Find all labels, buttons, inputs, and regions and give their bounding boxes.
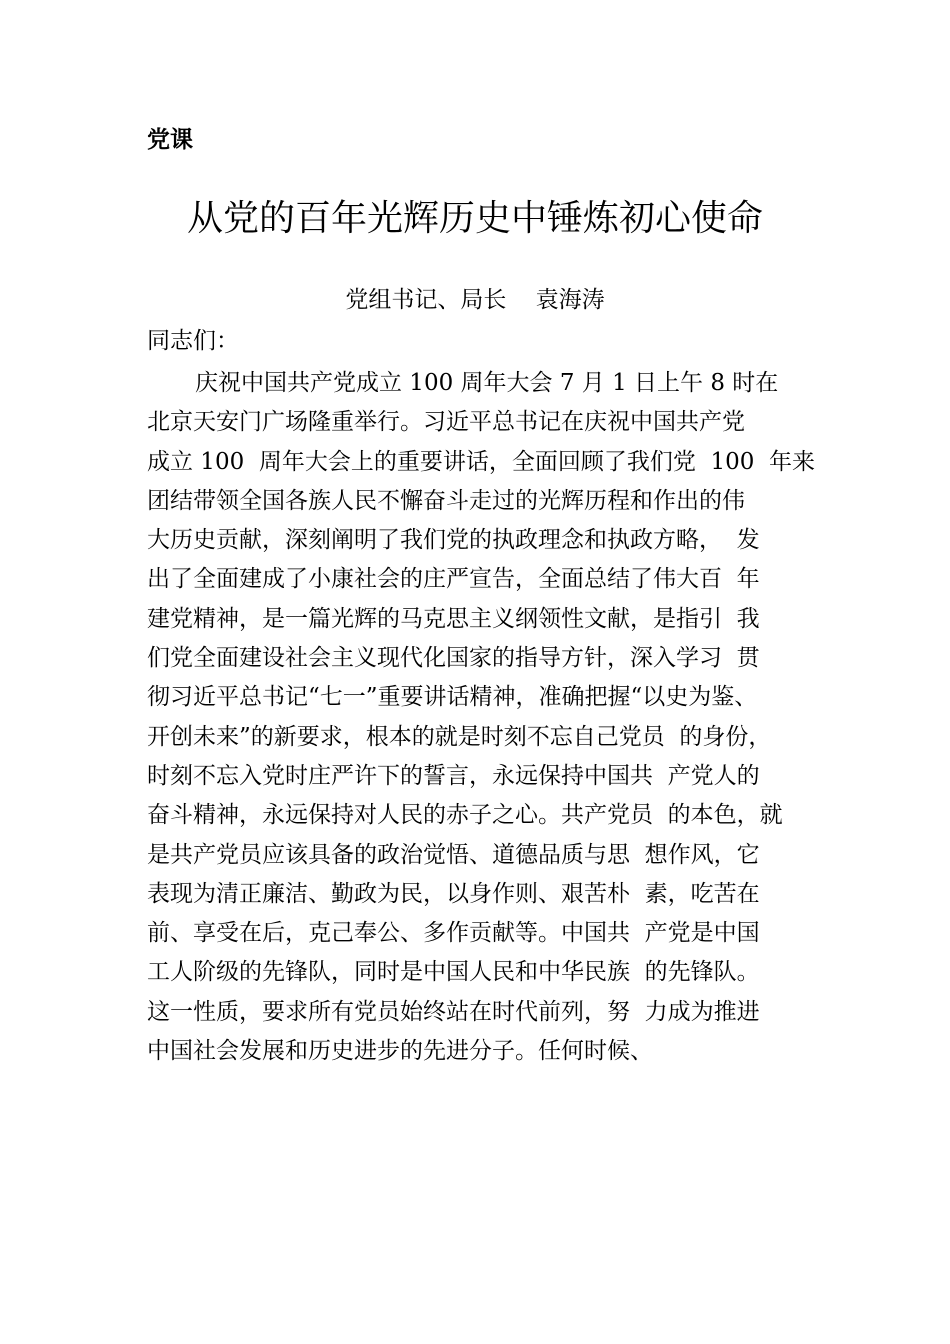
body-line: 表现为清正廉洁、勤政为民，以身作则、艰苦朴 素，吃苦在 bbox=[147, 880, 760, 907]
body-line: 是共产党员应该具备的政治觉悟、道德品质与思 想作风，它 bbox=[147, 841, 760, 868]
body-line: 开创未来”的新要求，根本的就是时刻不忘自己党员 的身份， bbox=[147, 723, 772, 750]
body-line: 彻习近平总书记“七一”重要讲话精神，准确把握“以史为鉴、 bbox=[147, 684, 758, 711]
author-byline: 党组书记、局长 袁海涛 bbox=[345, 287, 605, 313]
body-line: 这一性质，要求所有党员始终站在时代前列，努 力成为推进 bbox=[147, 998, 760, 1025]
body-line: 前、享受在后，克己奉公、多作贡献等。中国共 产党是中国 bbox=[147, 920, 760, 947]
body-line: 团结带领全国各族人民不懈奋斗走过的光辉历程和作出的伟 bbox=[147, 487, 745, 514]
body-paragraph bbox=[147, 366, 847, 1073]
body-line: 建党精神，是一篇光辉的马克思主义纲领性文献，是指引 我 bbox=[147, 605, 760, 632]
body-line: 工人阶级的先锋队，同时是中国人民和中华民族 的先锋队。 bbox=[147, 959, 760, 986]
body-line: 出了全面建成了小康社会的庄严宣告，全面总结了伟大百 年 bbox=[147, 566, 760, 593]
body-line: 们党全面建设社会主义现代化国家的指导方针，深入学习 贯 bbox=[147, 645, 760, 672]
body-line: 奋斗精神，永远保持对人民的赤子之心。共产党员 的本色，就 bbox=[147, 802, 783, 829]
body-line: 庆祝中国共产党成立 100 周年大会 7 月 1 日上午 8 时在 bbox=[195, 370, 779, 396]
category-label: 党课 bbox=[147, 127, 193, 153]
body-line: 时刻不忘入党时庄严许下的誓言，永远保持中国共 产党人的 bbox=[147, 762, 760, 789]
document-title: 从党的百年光辉历史中锤炼初心使命 bbox=[186, 198, 763, 239]
body-line: 大历史贡献，深刻阐明了我们党的执政理念和执政方略， 发 bbox=[147, 527, 760, 554]
salutation: 同志们： bbox=[147, 328, 239, 354]
body-line: 北京天安门广场隆重举行。习近平总书记在庆祝中国共产党 bbox=[147, 409, 745, 436]
body-line: 成立 100 周年大会上的重要讲话，全面回顾了我们党 100 年来 bbox=[147, 448, 815, 475]
body-line: 中国社会发展和历史进步的先进分子。任何时候、 bbox=[147, 1038, 653, 1065]
